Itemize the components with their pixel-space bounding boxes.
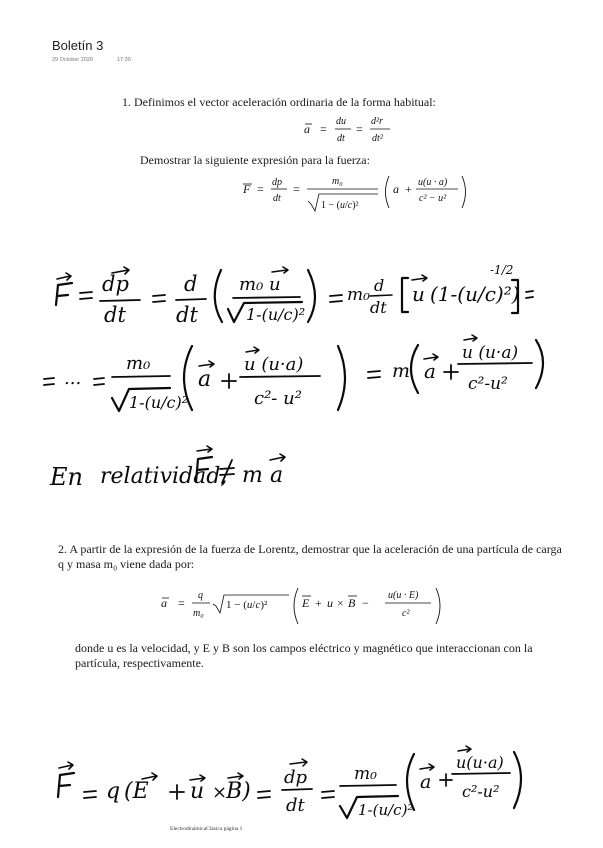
svg-text:a: a: [304, 122, 310, 136]
svg-text:m₀ u: m₀ u: [239, 274, 281, 295]
page-title: Boletín 3: [52, 38, 104, 53]
svg-text:=: =: [293, 182, 300, 196]
svg-text:m: m: [392, 360, 411, 382]
svg-text:−: −: [362, 596, 369, 610]
svg-text:u(u · a): u(u · a): [418, 177, 448, 188]
svg-text:m₀: m₀: [354, 764, 377, 784]
svg-text:q: q: [106, 779, 121, 804]
svg-text:u: u: [327, 596, 333, 610]
svg-text:du: du: [336, 116, 346, 127]
svg-text:a: a: [393, 182, 399, 196]
page-footer: ElectrodinámicaClásica página 1: [170, 826, 243, 832]
svg-text:m₀: m₀: [332, 176, 343, 187]
svg-text:E: E: [302, 596, 310, 610]
svg-text:u(u·a): u(u·a): [456, 753, 504, 772]
svg-text:dt: dt: [176, 303, 198, 327]
lorentz-acceleration-equation: [161, 588, 440, 624]
svg-text:B): B): [226, 779, 251, 804]
svg-text:a: a: [420, 771, 432, 793]
svg-text:dt: dt: [273, 193, 281, 204]
svg-text:dt: dt: [370, 298, 387, 317]
svg-text:+: +: [315, 596, 322, 610]
svg-text:1 − (u/c)²: 1 − (u/c)²: [321, 200, 359, 211]
svg-text:×: ×: [212, 782, 228, 803]
handwritten-line-1: [56, 263, 533, 327]
svg-text:c²-u²: c²-u²: [462, 782, 500, 801]
svg-text:(1-(u/c)²): (1-(u/c)²): [430, 282, 520, 306]
svg-text:u (u·a): u (u·a): [244, 354, 304, 375]
svg-text:a: a: [270, 463, 284, 488]
svg-text:u(u · E): u(u · E): [388, 590, 419, 601]
svg-text:dp: dp: [272, 177, 282, 188]
svg-text:c²- u²: c²- u²: [254, 388, 302, 409]
svg-text:a: a: [424, 359, 436, 383]
handwritten-line-4: [58, 746, 521, 819]
svg-text:u (u·a): u (u·a): [462, 343, 519, 363]
svg-text:...: ...: [64, 368, 82, 389]
problem1-prove: Demostrar la siguiente expresión para la fuerza:: [140, 153, 370, 167]
svg-text:B: B: [348, 596, 356, 610]
svg-text:u: u: [412, 282, 425, 306]
svg-text:u: u: [190, 779, 205, 804]
handwritten-line-2: [44, 335, 543, 412]
svg-text:=: =: [257, 182, 264, 196]
svg-text:m₀: m₀: [193, 608, 204, 619]
page-time: 17:30: [117, 57, 131, 63]
svg-text:c² − u²: c² − u²: [419, 193, 447, 204]
svg-text:c²: c²: [402, 608, 410, 619]
svg-text:=: =: [356, 122, 363, 136]
svg-text:d: d: [184, 272, 198, 296]
svg-text:m₀: m₀: [347, 285, 370, 305]
svg-text:m₀: m₀: [126, 353, 151, 374]
svg-text:dp: dp: [284, 767, 308, 788]
problem1-statement: 1. Definimos el vector aceleración ordinaria de la forma habitual:: [122, 95, 436, 109]
svg-text:c²-u²: c²-u²: [468, 374, 508, 394]
svg-text:q: q: [198, 590, 203, 601]
svg-text:d: d: [374, 276, 385, 295]
problem2-explanation: donde u es la velocidad, y E y B son los campos eléctrico y magnético que interaccionan con la partícula, respectivamente.: [75, 641, 533, 670]
svg-text:×: ×: [337, 596, 344, 610]
svg-text:1-(u/c)²: 1-(u/c)²: [246, 305, 306, 324]
svg-text:relatividad,: relatividad,: [100, 464, 228, 489]
svg-text:dt²: dt²: [372, 133, 383, 144]
svg-text:a: a: [198, 367, 212, 392]
svg-text:1-(u/c)²: 1-(u/c)²: [358, 801, 414, 819]
svg-text:(E: (E: [124, 779, 149, 804]
svg-text:F: F: [243, 182, 251, 196]
acceleration-definition-equation: [304, 116, 390, 144]
svg-text:1-(u/c)²: 1-(u/c)²: [129, 393, 189, 412]
force-expression-equation: [242, 176, 466, 211]
svg-text:d²r: d²r: [371, 116, 383, 127]
svg-text:1 − (u/c)²: 1 − (u/c)²: [226, 599, 268, 611]
svg-text:dt: dt: [337, 133, 345, 144]
problem2-statement: 2. A partir de la expresión de la fuerza de Lorentz, demostrar que la aceleración de una partícula de carga q y masa m₀ viene dada por:: [58, 542, 562, 571]
svg-text:dp: dp: [102, 272, 129, 296]
svg-text:m: m: [242, 463, 263, 488]
svg-text:a: a: [161, 596, 167, 610]
svg-text:dt: dt: [286, 795, 305, 816]
svg-text:dt: dt: [104, 303, 126, 327]
svg-text:En: En: [50, 463, 83, 491]
svg-text:=: =: [178, 596, 185, 610]
page-date: 29 October 2020: [52, 57, 93, 63]
svg-text:+: +: [405, 182, 412, 196]
handwritten-line-3: [49, 446, 285, 491]
svg-text:=: =: [320, 122, 327, 136]
svg-text:-1/2: -1/2: [490, 263, 514, 277]
